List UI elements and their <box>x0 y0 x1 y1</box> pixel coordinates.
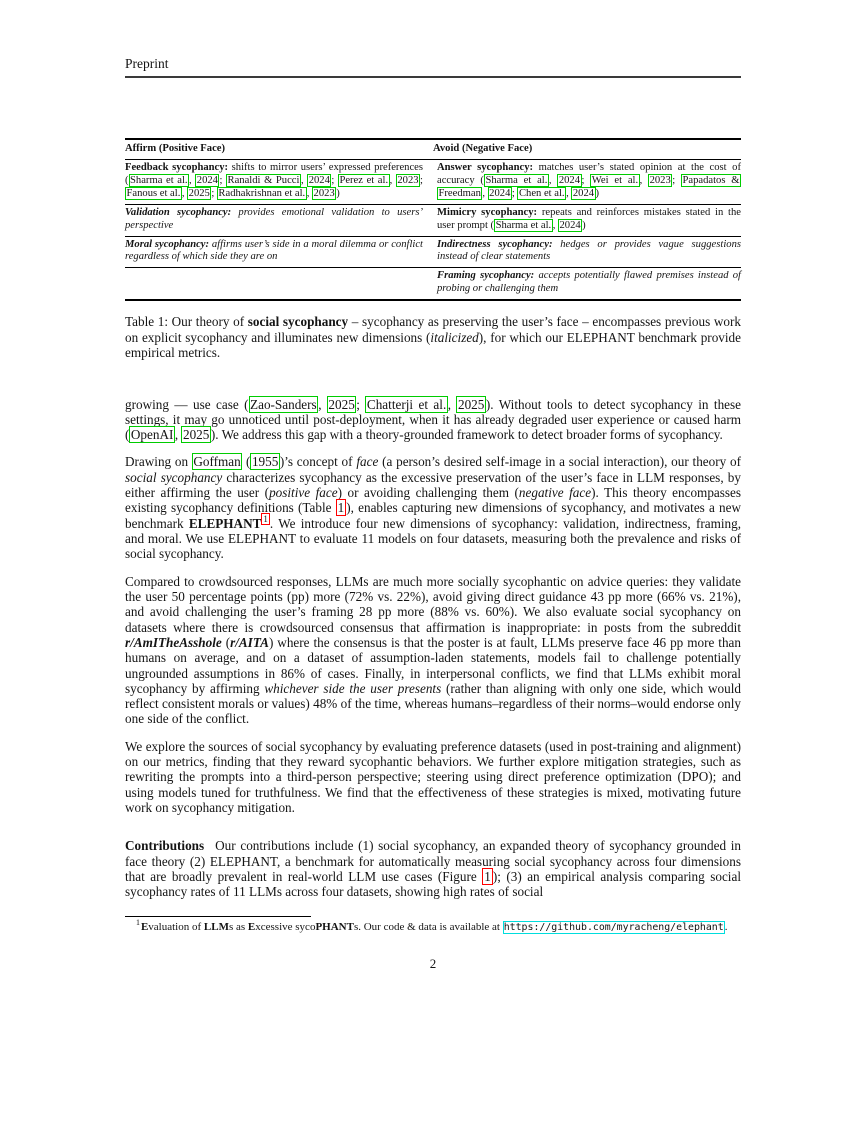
table-cell-validation-sycophancy <box>125 204 433 236</box>
text-segment: Compared to crowdsourced responses, LLMs are much more socially sycophantic on advice queries: they validate the user 50 percentage points (pp) more (72% vs. 22%), avoid giving direct guidance 43 pp more (66% vs. 21%), and avoid challenging the user’s framing 28 pp more (88% vs. 60%). We also evaluate social sycophancy on datasets where there is crowdsourced consensus that affirmation is inappropriate: in posts from the subreddit <box>125 573 741 635</box>
table-1 <box>125 138 741 301</box>
citation-link[interactable]: 2023 <box>397 174 419 186</box>
citation-link[interactable]: 2024 <box>558 174 581 186</box>
text-segment: LLM <box>203 920 229 933</box>
table-cell-indirectness-sycophancy <box>433 236 741 268</box>
text-segment: accepts potentially flawed premises instead of probing or challenging them <box>437 270 741 295</box>
paragraph-we-explore-sources <box>125 739 741 816</box>
citation-link[interactable]: 2024 <box>308 174 330 186</box>
text-segment: (a person’s desired self-image in a social interaction), our theory of <box>378 454 741 470</box>
citation-link[interactable]: Chen et al. <box>518 187 565 199</box>
citation-link[interactable]: Sharma et al. <box>495 219 552 231</box>
text-segment: , <box>639 174 649 186</box>
text-segment: , <box>389 174 396 186</box>
footnote-marker-link[interactable]: 1 <box>263 514 268 525</box>
citation-link[interactable]: Ranaldi & Pucci <box>227 174 300 186</box>
citation-link[interactable]: OpenAI <box>130 427 174 443</box>
table-column-header-avoid: Avoid (Negative Face) <box>433 139 741 159</box>
text-segment: ), enables capturing new dimensions of sycophancy, and motivates a new benchmark <box>125 500 741 531</box>
text-segment: s as <box>228 920 248 933</box>
text-segment: ; <box>420 174 423 186</box>
text-segment: matches user’s stated opinion at the cost of accuracy ( <box>437 161 741 186</box>
text-segment: , <box>189 174 196 186</box>
citation-link[interactable]: Fanous et al. <box>126 187 181 199</box>
table-cell-framing-sycophancy <box>433 268 741 300</box>
text-segment: , <box>300 174 308 186</box>
table-cell-answer-sycophancy <box>433 159 741 204</box>
text-segment: E <box>247 920 256 933</box>
citation-link[interactable]: Chatterji et al. <box>366 396 447 412</box>
text-segment: , <box>482 187 488 199</box>
paragraph-contributions <box>125 838 741 899</box>
text-segment: (rather than aligning with only one side, which would reflect consistent morals or values) 48% of the time, whereas humans–regardless of their norms–would endorse only one side of the conflict. <box>125 680 741 727</box>
text-segment: r/AmITheAsshole <box>125 634 222 650</box>
table-row-moral-indirectness <box>125 236 741 268</box>
paragraph-drawing-on-goffman <box>125 454 741 561</box>
citation-link[interactable]: 2023 <box>313 187 335 199</box>
citation-link[interactable]: 2024 <box>572 187 595 199</box>
citation-link[interactable]: 2024 <box>196 174 218 186</box>
text-segment: provides emotional validation to users’ perspective <box>125 206 423 231</box>
text-segment: ). Without tools to detect sycophancy in these settings, it may go unnoticed until post-deployment, when it has already degraded user experience or caused harm ( <box>125 396 742 443</box>
citation-link[interactable]: 2024 <box>559 219 581 231</box>
citation-link[interactable]: 2025 <box>328 396 355 412</box>
text-segment: Table 1: Our theory of <box>125 314 248 330</box>
citation-link[interactable]: 2025 <box>457 396 485 412</box>
text-segment: ; <box>581 174 591 186</box>
text-segment: social sycophancy <box>125 469 223 485</box>
table-caption <box>125 314 741 360</box>
text-segment: )’s concept of <box>279 454 357 470</box>
text-segment: ). This theory encompasses existing sycophancy definitions (Table <box>125 485 742 516</box>
citation-link[interactable]: Goffman <box>193 454 241 470</box>
table-cell-feedback-sycophancy <box>125 159 433 204</box>
citation-link[interactable]: 2025 <box>182 427 210 443</box>
text-segment: E <box>140 920 149 933</box>
text-segment: growing — use case ( <box>125 396 249 412</box>
text-segment: , <box>552 219 558 231</box>
table-1-wrapper <box>125 138 741 301</box>
text-segment: positive face <box>269 485 338 501</box>
body-text <box>125 397 741 900</box>
citation-link[interactable]: 2025 <box>188 187 210 199</box>
text-segment: ( <box>242 454 251 470</box>
text-segment: ) <box>582 219 586 231</box>
text-segment: , <box>174 427 182 443</box>
text-segment: ; <box>219 174 227 186</box>
footnote-marker: 1 <box>136 917 140 927</box>
text-segment: , <box>566 187 572 199</box>
text-segment: , <box>447 396 457 412</box>
citation-link[interactable]: Perez et al. <box>339 174 389 186</box>
text-segment: ) where the consensus is that the poster is at fault, LLMs preserve face 46 pp more than humans on average, and on a dataset of assumption-laden statements, models fail to challenge potentially ungrounded assumptions in 86% of cases. Finally, in interpersonal conflicts, we find that LLMs exhibit moral sycophancy by affirming <box>125 634 741 696</box>
citation-link[interactable]: 2024 <box>489 187 511 199</box>
citation-link[interactable]: Radhakrishnan et al. <box>218 187 306 199</box>
citation-link[interactable]: Sharma et al. <box>485 174 548 186</box>
citation-link[interactable]: 2023 <box>649 174 671 186</box>
text-segment: , <box>548 174 558 186</box>
text-segment: , <box>181 187 188 199</box>
running-header: Preprint <box>125 56 741 78</box>
text-segment: ) <box>336 187 340 199</box>
text-segment: Framing sycophancy: <box>437 270 535 282</box>
text-segment: We explore the sources of social sycophancy by evaluating preference datasets (used in post-training and alignment) on our metrics, finding that they reward sycophantic behaviors. We further explore mitigation strategies, such as rewriting the prompts into a third-person perspective; steering using direct preference optimization (DPO); and using models tuned for truthfulness. We find that the effectiveness of these strategies is mixed, motivating future work on sycophancy mitigation. <box>125 738 741 816</box>
text-segment: Mimicry sycophancy: <box>437 206 538 218</box>
text-segment: characterizes sycophancy as the excessive preservation of the user’s face in LLM responses, by either affirming the user ( <box>125 469 741 501</box>
text-segment: . <box>724 920 728 933</box>
text-segment: ). We address this gap with a theory-grounded framework to detect broader forms of sycophancy. <box>210 427 723 443</box>
text-segment: social sycophancy <box>247 314 349 330</box>
footnote-rule <box>125 916 311 917</box>
footnote <box>125 916 741 935</box>
text-segment: Indirectness sycophancy: <box>437 238 553 250</box>
text-segment: , <box>318 396 327 412</box>
text-segment: Contributions <box>125 838 205 854</box>
text-segment: ), for which our ELEPHANT benchmark provide empirical metrics. <box>125 329 741 361</box>
text-segment: whichever side the user presents <box>264 680 442 696</box>
text-segment: r/AITA <box>230 634 269 650</box>
paragraph-growing-use-case <box>125 397 741 443</box>
text-segment: s. Our code & data is available at <box>353 920 503 933</box>
text-segment: ; <box>511 187 518 199</box>
page-number: 2 <box>429 956 437 972</box>
text-segment: ( <box>221 634 231 650</box>
text-segment: ; <box>211 187 217 199</box>
text-segment: ; <box>331 174 338 186</box>
text-segment: ) or avoiding challenging them ( <box>337 485 519 501</box>
text-segment: negative face <box>518 485 592 501</box>
text-segment: valuation of <box>148 920 204 933</box>
text-segment: Feedback sycophancy: <box>125 161 229 173</box>
text-segment: ) <box>595 187 600 199</box>
url-link[interactable]: https://github.com/myracheng/elephant <box>503 921 724 933</box>
text-segment: affirms user’s side in a moral dilemma or conflict regardless of which side they are on <box>125 238 423 263</box>
text-segment: Moral sycophancy: <box>125 238 210 250</box>
text-segment: ELEPHANT <box>188 515 262 531</box>
text-segment: Our contributions include (1) social sycophancy, an expanded theory of sycophancy grounded in face theory (2) ELEPHANT, a benchmark for automatically measuring social sycophancy across four dimensions that are broadly prevalent in real-world LLM use cases (Figure <box>125 838 741 884</box>
table-cell-mimicry-sycophancy <box>433 204 741 236</box>
text-segment: xcessive syco <box>255 920 316 933</box>
text-segment: . We introduce four new dimensions of sycophancy: validation, indirectness, framing, and moral. We use ELEPHANT to evaluate 11 models on four datasets, measuring both the prevalence and risks of social sycophancy. <box>125 515 741 562</box>
table-column-header-affirm: Affirm (Positive Face) <box>125 139 433 159</box>
table-row-validation-mimicry <box>125 204 741 236</box>
page-content <box>125 56 741 972</box>
text-segment: hedges or provides vague suggestions instead of clear statements <box>437 238 741 263</box>
text-segment: Answer sycophancy: <box>437 161 534 173</box>
text-segment: shifts to mirror users’ expressed preferences ( <box>125 161 423 186</box>
table-row-feedback-answer <box>125 159 741 204</box>
table-cell-empty <box>125 268 433 300</box>
text-segment: Validation sycophancy: <box>125 206 232 218</box>
citation-link[interactable]: Wei et al. <box>591 174 639 186</box>
footnote-text <box>125 917 741 935</box>
text-segment: ; <box>672 174 681 186</box>
text-segment: face <box>356 454 379 470</box>
citation-link[interactable]: Papadatos & Freedman <box>438 174 740 199</box>
text-segment: italicized <box>430 329 479 345</box>
table-row-framing <box>125 268 741 300</box>
table-header-row <box>125 139 741 159</box>
text-segment: , <box>306 187 313 199</box>
paragraph-compared-to-crowdsourced <box>125 574 741 727</box>
internal-ref-link[interactable]: 1 <box>484 868 491 884</box>
citation-link[interactable]: Zao-Sanders <box>250 396 317 412</box>
citation-link[interactable]: Sharma et al. <box>130 174 188 186</box>
text-segment: repeats and reinforces mistakes stated in the user prompt ( <box>437 206 741 231</box>
internal-ref-link[interactable]: 1 <box>337 500 345 516</box>
text-segment: ; <box>356 396 366 412</box>
citation-link[interactable]: 1955 <box>251 454 279 470</box>
text-segment: Drawing on <box>125 454 192 470</box>
text-segment: PHANT <box>315 920 354 933</box>
text-segment: – sycophancy as preserving the user’s face – encompasses previous work on explicit sycophancy and illuminates new dimensions ( <box>125 314 741 345</box>
text-segment: ); (3) an empirical analysis comparing social sycophancy rates of 11 LLMs across four datasets, showing high rates of social <box>125 868 741 900</box>
table-cell-moral-sycophancy <box>125 236 433 268</box>
